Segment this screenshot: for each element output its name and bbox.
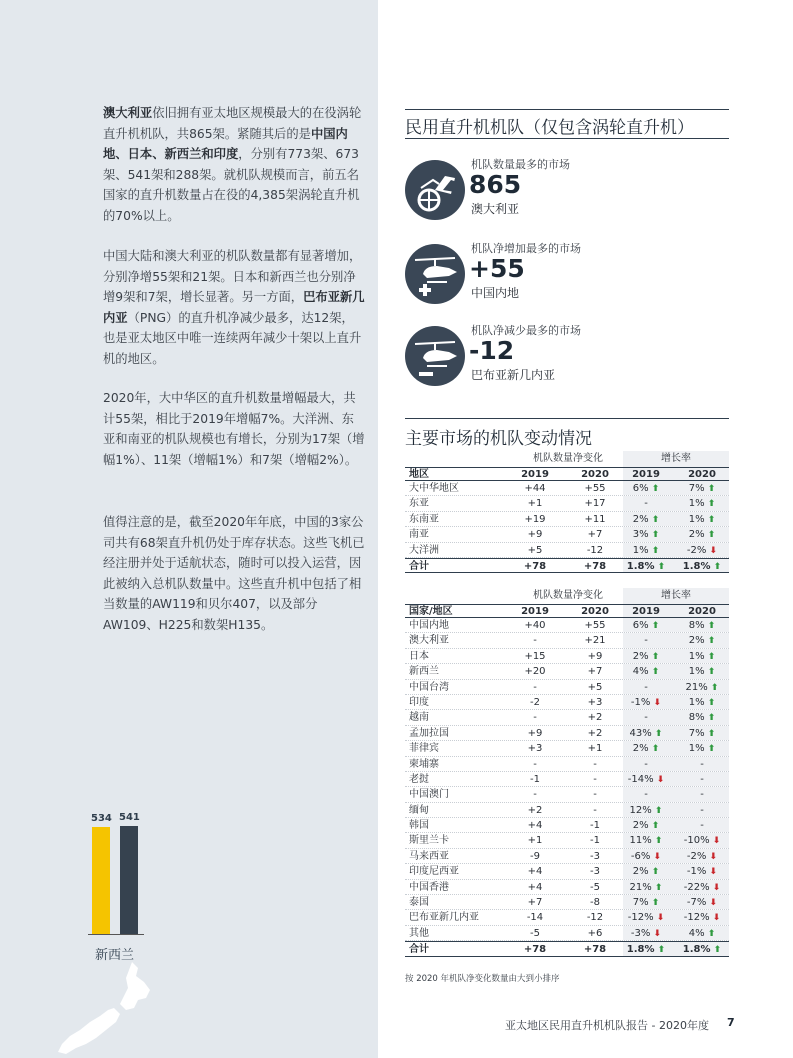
title-rule-2 xyxy=(405,418,729,419)
paragraph-4: 值得注意的是，截至2020年年底，中国的3家公司共有68架直升机仍处于库存状态。这些飞机已经注册并处于适航状态，随时可以投入运营，因此被纳入总机队数量中。这些直升机中包括了相当数量的AW119和贝尔407，以及部分AW109、H225和数架H135。 xyxy=(103,515,365,632)
table-row xyxy=(405,803,729,818)
year-header: 2020 xyxy=(688,469,716,480)
growth-cell: 1.8% ⬆ xyxy=(682,944,722,956)
stat-largest-market xyxy=(405,156,725,226)
region-header: 地区 xyxy=(409,469,429,480)
arrow-up-icon: ⬆ xyxy=(648,667,660,678)
net-change-cell: +78 xyxy=(583,944,607,956)
arrow-up-icon: ⬆ xyxy=(704,621,716,631)
arrow-up-icon: ⬆ xyxy=(704,728,716,739)
region-cell: 南亚 xyxy=(409,529,429,541)
growth-cell: 7% ⬆ xyxy=(688,727,716,739)
net-change-cell: +21 xyxy=(584,635,606,647)
growth-cell: 21% ⬆ xyxy=(629,881,663,893)
growth-cell: 1% ⬆ xyxy=(688,498,716,510)
region-cell: 马来西亚 xyxy=(409,850,449,862)
net-change-cell: - xyxy=(533,758,537,770)
arrow-up-icon: ⬆ xyxy=(704,499,716,510)
growth-cell: -1% ⬇ xyxy=(630,696,662,708)
table-row xyxy=(405,543,729,558)
table-total-row xyxy=(405,941,729,956)
net-change-cell: +7 xyxy=(587,529,603,541)
region-cell: 孟加拉国 xyxy=(409,727,449,739)
new-zealand-map-icon xyxy=(40,960,160,1058)
region-cell: 韩国 xyxy=(409,820,429,832)
table-row xyxy=(405,527,729,542)
table-row xyxy=(405,481,729,496)
net-change-cell: +19 xyxy=(524,513,546,525)
growth-cell: 3% ⬆ xyxy=(632,529,660,541)
arrow-down-icon: ⬇ xyxy=(653,913,665,924)
table-row xyxy=(405,618,729,633)
growth-cell: 8% ⬆ xyxy=(688,712,716,724)
net-change-cell: +3 xyxy=(527,743,543,755)
arrow-up-icon: ⬆ xyxy=(710,945,722,956)
stat-value: -12 xyxy=(469,336,515,365)
growth-cell: 2% ⬆ xyxy=(688,635,716,647)
table-row xyxy=(405,818,729,833)
arrow-up-icon: ⬆ xyxy=(704,636,716,647)
growth-cell: -12% ⬇ xyxy=(683,912,721,924)
growth-cell: -2% ⬇ xyxy=(686,544,718,556)
arrow-up-icon: ⬆ xyxy=(704,651,716,662)
table-row xyxy=(405,880,729,895)
growth-cell: - xyxy=(644,681,648,693)
footer-title: 亚太地区民用直升机机队报告 - 2020年度 xyxy=(505,1019,709,1032)
growth-cell: - xyxy=(644,498,648,510)
growth-cell: 2% ⬆ xyxy=(632,650,660,662)
nz-bar-2019 xyxy=(92,827,110,934)
net-change-cell: +4 xyxy=(527,881,543,893)
region-cell: 老挝 xyxy=(409,773,429,785)
region-cell: 缅甸 xyxy=(409,804,429,816)
paragraph-3: 2020年，大中华区的直升机数量增幅最大，共计55架，相比于2019年增幅7%。大洋洲、东亚和南亚的机队规模也有增长，分别为17架（增幅1%）、11架（增幅1%）和7架（增幅2%）。 xyxy=(103,391,365,467)
net-change-cell: - xyxy=(593,804,597,816)
arrow-up-icon: ⬆ xyxy=(648,621,660,631)
table-row xyxy=(405,710,729,725)
net-change-cell: - xyxy=(533,635,537,647)
table-total-row xyxy=(405,558,729,573)
net-change-cell: +78 xyxy=(523,560,547,572)
growth-cell: 1% ⬆ xyxy=(688,513,716,525)
net-change-cell: - xyxy=(593,773,597,785)
growth-cell: 1% ⬆ xyxy=(632,544,660,556)
net-change-cell: +17 xyxy=(584,498,606,510)
growth-rate-header: 增长率 xyxy=(623,588,729,604)
net-change-cell: +2 xyxy=(587,727,603,739)
region-cell: 合计 xyxy=(409,560,429,572)
net-change-cell: - xyxy=(533,712,537,724)
net-change-cell: +2 xyxy=(587,712,603,724)
nz-bar-value-label: 541 xyxy=(119,812,140,823)
section-title-changes: 主要市场的机队变动情况 xyxy=(405,429,592,449)
country-change-table xyxy=(405,588,729,957)
arrow-up-icon: ⬆ xyxy=(648,651,660,662)
net-change-cell: -1 xyxy=(530,773,540,785)
region-cell: 东亚 xyxy=(409,498,429,510)
stat-value: 865 xyxy=(469,170,522,199)
net-change-cell: +4 xyxy=(527,820,543,832)
chart-baseline xyxy=(88,934,144,935)
arrow-up-icon: ⬆ xyxy=(648,484,660,494)
stat-market: 中国内地 xyxy=(471,286,520,300)
growth-cell: 6% ⬆ xyxy=(632,483,660,494)
arrow-up-icon: ⬆ xyxy=(648,867,660,878)
growth-cell: -7% ⬇ xyxy=(686,897,718,909)
stat-value: +55 xyxy=(469,254,525,283)
table-row xyxy=(405,633,729,648)
net-change-cell: -9 xyxy=(530,850,540,862)
arrow-down-icon: ⬇ xyxy=(709,836,721,847)
region-cell: 柬埔寨 xyxy=(409,758,439,770)
arrow-up-icon: ⬆ xyxy=(648,898,660,909)
arrow-down-icon: ⬇ xyxy=(706,867,718,878)
region-cell: 越南 xyxy=(409,712,429,724)
region-cell: 巴布亚新几内亚 xyxy=(409,912,479,924)
table-row xyxy=(405,680,729,695)
arrow-down-icon: ⬇ xyxy=(650,851,662,862)
region-cell: 日本 xyxy=(409,650,429,662)
region-cell: 大中华地区 xyxy=(409,483,459,494)
region-cell: 中国内地 xyxy=(409,620,449,631)
nz-bar-value-label: 534 xyxy=(91,813,112,825)
arrow-down-icon: ⬇ xyxy=(709,882,721,893)
growth-cell: - xyxy=(700,804,704,816)
table-row xyxy=(405,664,729,679)
growth-cell: 4% ⬆ xyxy=(688,927,716,939)
net-change-cell: +55 xyxy=(584,483,606,494)
growth-cell: - xyxy=(644,712,648,724)
nz-bar-2020 xyxy=(120,826,138,934)
arrow-up-icon: ⬆ xyxy=(654,945,666,956)
table-row xyxy=(405,757,729,772)
arrow-up-icon: ⬆ xyxy=(648,821,660,832)
arrow-up-icon: ⬆ xyxy=(707,682,719,693)
arrow-up-icon: ⬆ xyxy=(710,561,722,572)
net-change-cell: -3 xyxy=(590,850,600,862)
growth-cell: 1% ⬆ xyxy=(688,666,716,678)
net-change-cell: -8 xyxy=(590,897,600,909)
growth-cell: 2% ⬆ xyxy=(688,529,716,541)
growth-cell: -1% ⬇ xyxy=(686,866,718,878)
arrow-up-icon: ⬆ xyxy=(648,530,660,541)
arrow-up-icon: ⬆ xyxy=(704,484,716,494)
net-change-cell: -5 xyxy=(530,927,540,939)
helicopter-plus-icon xyxy=(405,244,465,304)
table-row xyxy=(405,512,729,527)
net-change-cell: +7 xyxy=(587,666,603,678)
region-cell: 其他 xyxy=(409,927,429,939)
year-header: 2020 xyxy=(688,606,716,617)
net-change-cell: - xyxy=(593,789,597,801)
table-row xyxy=(405,649,729,664)
region-cell: 菲律宾 xyxy=(409,743,439,755)
net-change-cell: +78 xyxy=(523,944,547,956)
arrow-up-icon: ⬆ xyxy=(648,744,660,755)
year-header: 2019 xyxy=(632,469,660,480)
helicopter-minus-icon xyxy=(405,326,465,386)
stat-market: 澳大利亚 xyxy=(471,202,520,216)
net-change-cell: +20 xyxy=(524,666,546,678)
net-change-cell: +5 xyxy=(527,544,543,556)
net-change-cell: +55 xyxy=(584,620,606,631)
table-row xyxy=(405,496,729,511)
growth-cell: -14% ⬇ xyxy=(627,773,665,785)
arrow-up-icon: ⬆ xyxy=(704,530,716,541)
arrow-down-icon: ⬇ xyxy=(706,851,718,862)
net-change-cell: - xyxy=(533,789,537,801)
net-change-cell: -12 xyxy=(586,912,604,924)
table-row xyxy=(405,741,729,756)
arrow-up-icon: ⬆ xyxy=(651,805,663,816)
table-row xyxy=(405,695,729,710)
region-cell: 新西兰 xyxy=(409,666,439,678)
arrow-down-icon: ⬇ xyxy=(706,898,718,909)
net-change-cell: -3 xyxy=(590,866,600,878)
region-cell: 大洋洲 xyxy=(409,544,439,556)
growth-cell: 8% ⬆ xyxy=(688,620,716,631)
arrow-down-icon: ⬇ xyxy=(653,774,665,785)
arrow-down-icon: ⬇ xyxy=(709,913,721,924)
section-title-fleet: 民用直升机机队（仅包含涡轮直升机） xyxy=(405,118,694,138)
region-cell: 澳大利亚 xyxy=(409,635,449,647)
stat-label: 机队净增加最多的市场 xyxy=(471,242,581,255)
net-change-cell: +78 xyxy=(583,560,607,572)
growth-cell: 2% ⬆ xyxy=(632,866,660,878)
net-change-cell: +6 xyxy=(587,927,603,939)
arrow-up-icon: ⬆ xyxy=(704,713,716,724)
stat-label: 机队数量最多的市场 xyxy=(471,158,570,171)
region-cell: 斯里兰卡 xyxy=(409,835,449,847)
paragraph-2: 中国大陆和澳大利亚的机队数量都有显著增加，分别净增55架和21架。日本和新西兰也分别净增9架和7架，增长显著。另一方面，巴布亚新几内亚（PNG）的直升机净减少最多，达12架，也是亚太地区中唯一连续两年减少十架以上直升机的地区。 xyxy=(103,249,365,366)
net-change-cell: +5 xyxy=(587,681,603,693)
arrow-up-icon: ⬆ xyxy=(704,744,716,755)
growth-cell: 21% ⬆ xyxy=(685,681,719,693)
table-group-header xyxy=(405,588,729,604)
arrow-up-icon: ⬆ xyxy=(651,836,663,847)
year-header: 2020 xyxy=(581,469,609,480)
region-cell: 中国台湾 xyxy=(409,681,449,693)
stat-largest-decrease xyxy=(405,322,725,392)
page-number: 7 xyxy=(727,1016,735,1029)
net-change-cell: +3 xyxy=(587,696,603,708)
growth-cell: 7% ⬆ xyxy=(688,483,716,494)
net-change-cell: +9 xyxy=(527,727,543,739)
region-cell: 中国澳门 xyxy=(409,789,449,801)
table-footnote: 按 2020 年机队净变化数量由大到小排序 xyxy=(405,974,560,984)
stat-market: 巴布亚新几内亚 xyxy=(471,368,556,382)
year-header: 2019 xyxy=(632,606,660,617)
net-change-cell: -1 xyxy=(590,820,600,832)
growth-cell: - xyxy=(700,820,704,832)
net-change-header: 机队数量净变化 xyxy=(533,590,603,601)
growth-cell: - xyxy=(700,758,704,770)
arrow-up-icon: ⬆ xyxy=(704,697,716,708)
region-cell: 印度 xyxy=(409,696,429,708)
region-change-table xyxy=(405,451,729,573)
helicopter-chart-icon xyxy=(405,160,465,220)
arrow-down-icon: ⬇ xyxy=(650,928,662,939)
table-group-header xyxy=(405,451,729,467)
arrow-up-icon: ⬆ xyxy=(651,882,663,893)
paragraph-1: 澳大利亚依旧拥有亚太地区规模最大的在役涡轮直升机机队，共865架。紧随其后的是中国内地、日本、新西兰和印度，分别有773架、673架、541架和288架。就机队规模而言，前五名国家的直升机数量占在役的4,385架涡轮直升机的70%以上。 xyxy=(103,106,362,223)
net-change-cell: - xyxy=(533,681,537,693)
net-change-cell: +2 xyxy=(527,804,543,816)
net-change-cell: -2 xyxy=(530,696,540,708)
net-change-cell: - xyxy=(593,758,597,770)
table-row xyxy=(405,772,729,787)
growth-cell: 2% ⬆ xyxy=(632,820,660,832)
net-change-cell: +15 xyxy=(524,650,546,662)
arrow-up-icon: ⬆ xyxy=(654,561,666,572)
growth-cell: -2% ⬇ xyxy=(686,850,718,862)
growth-cell: - xyxy=(644,789,648,801)
stat-label: 机队净减少最多的市场 xyxy=(471,324,581,337)
growth-cell: 4% ⬆ xyxy=(632,666,660,678)
net-change-cell: +1 xyxy=(527,498,543,510)
growth-cell: 2% ⬆ xyxy=(632,513,660,525)
table-row xyxy=(405,926,729,941)
region-cell: 东南亚 xyxy=(409,513,439,525)
table-row xyxy=(405,849,729,864)
table-row xyxy=(405,910,729,925)
table-row xyxy=(405,726,729,741)
net-change-cell: +44 xyxy=(524,483,546,494)
net-change-cell: -14 xyxy=(526,912,544,924)
title-rule-top xyxy=(405,109,729,110)
arrow-up-icon: ⬆ xyxy=(704,514,716,525)
region-cell: 印度尼西亚 xyxy=(409,866,459,878)
growth-cell: 6% ⬆ xyxy=(632,620,660,631)
region-cell: 中国香港 xyxy=(409,881,449,893)
net-change-cell: -12 xyxy=(586,544,604,556)
growth-cell: 1.8% ⬆ xyxy=(626,944,666,956)
growth-cell: - xyxy=(700,789,704,801)
region-header: 国家/地区 xyxy=(409,606,453,617)
net-change-cell: +1 xyxy=(527,835,543,847)
year-header: 2019 xyxy=(521,469,549,480)
growth-cell: - xyxy=(644,635,648,647)
title-rule-bottom xyxy=(405,138,729,139)
growth-cell: 1% ⬆ xyxy=(688,743,716,755)
table-column-header xyxy=(405,467,729,481)
nz-chart-label: 新西兰 xyxy=(95,948,135,963)
net-change-cell: +1 xyxy=(587,743,603,755)
net-change-cell: +7 xyxy=(527,897,543,909)
stat-largest-increase xyxy=(405,240,725,310)
year-header: 2020 xyxy=(581,606,609,617)
growth-cell: - xyxy=(644,758,648,770)
growth-cell: 7% ⬆ xyxy=(632,897,660,909)
growth-cell: 11% ⬆ xyxy=(629,835,663,847)
arrow-up-icon: ⬆ xyxy=(648,514,660,525)
growth-cell: 1% ⬆ xyxy=(688,696,716,708)
growth-cell: -22% ⬇ xyxy=(683,881,721,893)
growth-cell: -6% ⬇ xyxy=(630,850,662,862)
growth-cell: 1% ⬆ xyxy=(688,650,716,662)
arrow-down-icon: ⬇ xyxy=(650,697,662,708)
net-change-cell: +4 xyxy=(527,866,543,878)
year-header: 2019 xyxy=(521,606,549,617)
net-change-cell: -1 xyxy=(590,835,600,847)
net-change-cell: +9 xyxy=(527,529,543,541)
growth-cell: 1.8% ⬆ xyxy=(626,560,666,572)
growth-cell: 2% ⬆ xyxy=(632,743,660,755)
arrow-up-icon: ⬆ xyxy=(704,667,716,678)
growth-cell: -12% ⬇ xyxy=(627,912,665,924)
growth-cell: -3% ⬇ xyxy=(630,927,662,939)
growth-rate-header: 增长率 xyxy=(623,451,729,467)
arrow-up-icon: ⬆ xyxy=(648,545,660,556)
growth-cell: 43% ⬆ xyxy=(629,727,663,739)
net-change-cell: +9 xyxy=(587,650,603,662)
table-row xyxy=(405,787,729,802)
net-change-cell: -5 xyxy=(590,881,600,893)
growth-cell: - xyxy=(700,773,704,785)
table-row xyxy=(405,833,729,848)
growth-cell: 12% ⬆ xyxy=(629,804,663,816)
table-row xyxy=(405,864,729,879)
arrow-down-icon: ⬇ xyxy=(706,545,718,556)
net-change-cell: +11 xyxy=(584,513,606,525)
net-change-header: 机队数量净变化 xyxy=(533,453,603,464)
table-row xyxy=(405,895,729,910)
growth-cell: 1.8% ⬆ xyxy=(682,560,722,572)
net-change-cell: +40 xyxy=(524,620,546,631)
region-cell: 合计 xyxy=(409,944,429,956)
arrow-up-icon: ⬆ xyxy=(651,728,663,739)
arrow-up-icon: ⬆ xyxy=(704,928,716,939)
growth-cell: -10% ⬇ xyxy=(683,835,721,847)
table-column-header xyxy=(405,604,729,618)
region-cell: 泰国 xyxy=(409,897,429,909)
